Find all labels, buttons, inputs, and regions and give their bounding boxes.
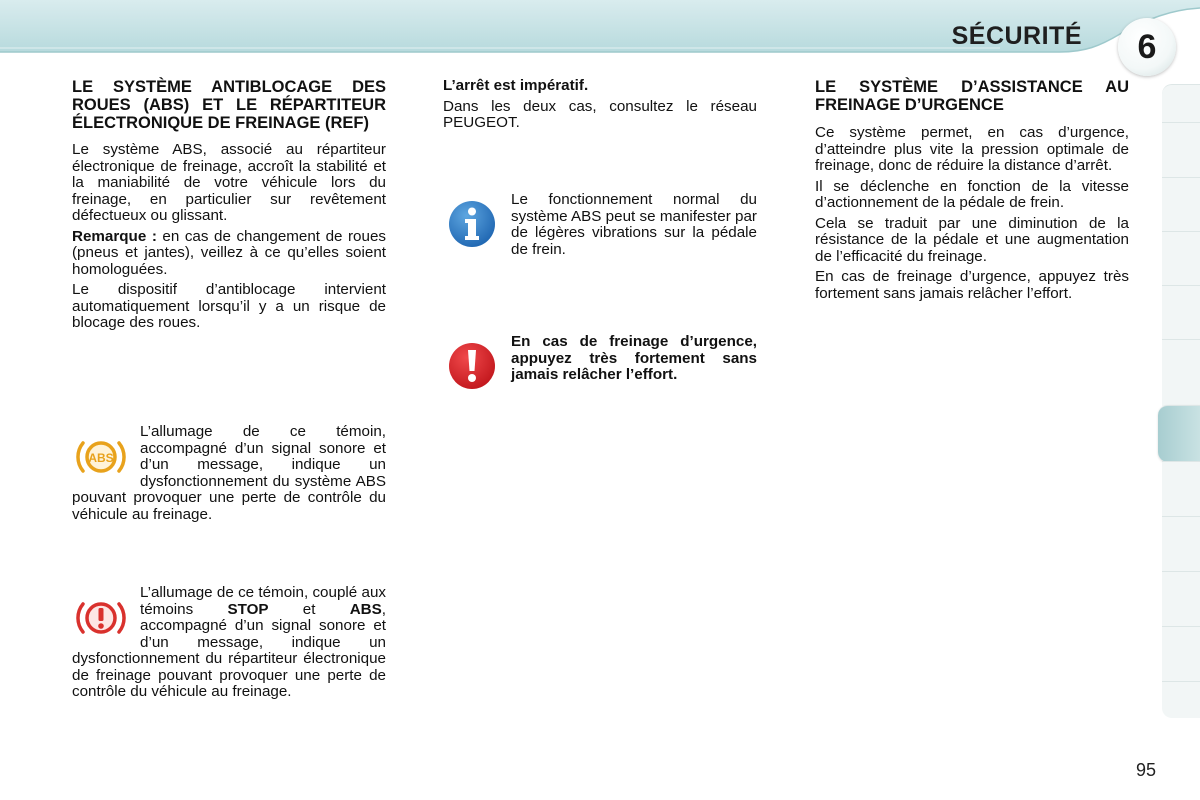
section-title: SÉCURITÉ bbox=[951, 22, 1082, 50]
warning-note-text: En cas de freinage d’urgence, appuyez très fortement sans jamais relâcher l’effort. bbox=[511, 333, 757, 383]
column-abs bbox=[72, 78, 386, 336]
abs-heading: LE SYSTÈME ANTIBLOCAGE DES ROUES (ABS) ET LE RÉPARTITEUR ÉLECTRONIQUE DE FREINAGE (REF) bbox=[72, 78, 386, 132]
abs-warning-text: L’allumage de ce témoin, accompagné d’un signal sonore et d’un message, indique un dysfonctionnement du système ABS pouvant provoquer une perte de contrôle du véhicule au freinage. bbox=[72, 423, 386, 523]
ref-warning-text-3: , accompagné d’un signal sonore et d’un message, indique un dysfonctionnement du répartiteur électronique de freinage pouvant provoquer une perte de contrôle du véhicule au freinage. bbox=[72, 600, 386, 700]
abs-paragraph-1: Le système ABS, associé au répartiteur électronique de freinage, accroît la stabilité et la maniabilité de votre véhicule lors du freinage, en particulier sur revêtement défectueux ou glissant. bbox=[72, 141, 386, 224]
page-header bbox=[0, 0, 1200, 66]
chapter-tab[interactable] bbox=[1162, 516, 1200, 572]
exclamation-icon bbox=[448, 342, 496, 395]
abs-label: ABS bbox=[349, 600, 382, 618]
consult-network: Dans les deux cas, consultez le réseau PEUGEOT. bbox=[443, 97, 757, 131]
abs-paragraph-3: Le dispositif d’antiblocage intervient automatiquement lorsqu’il y a un risque de blocage des roues. bbox=[72, 281, 386, 331]
page-number: 95 bbox=[1136, 760, 1157, 780]
stop-imperative: L’arrêt est impératif. bbox=[443, 77, 589, 94]
abs-warning-block bbox=[72, 424, 386, 523]
chapter-badge bbox=[1118, 18, 1176, 76]
ref-warning-block bbox=[72, 585, 386, 701]
chapter-tab[interactable] bbox=[1162, 461, 1200, 517]
stop-label: STOP bbox=[227, 600, 269, 618]
brake-assist-paragraph-4: En cas de freinage d’urgence, appuyez très fortement sans jamais relâcher l’effort. bbox=[815, 268, 1129, 302]
chapter-tabs bbox=[1158, 84, 1200, 720]
chapter-tab-active[interactable] bbox=[1158, 405, 1200, 462]
abs-warning-lamp-icon bbox=[72, 434, 134, 480]
brake-assist-paragraph-3: Cela se traduit par une diminution de la résistance de la pédale et une augmentation de l’efficacité du freinage. bbox=[815, 214, 1129, 265]
brake-warning-lamp-icon bbox=[72, 595, 134, 641]
info-note-text: Le fonctionnement normal du système ABS peut se manifester par de légères vibrations sur la pédale de frein. bbox=[511, 191, 757, 258]
chapter-tab[interactable] bbox=[1162, 84, 1200, 123]
chapter-tab[interactable] bbox=[1162, 571, 1200, 627]
chapter-tab[interactable] bbox=[1162, 339, 1200, 406]
info-icon bbox=[448, 200, 496, 253]
brake-assist-paragraph-1: Ce système permet, en cas d’urgence, d’atteindre plus vite la pression optimale de freinage, donc de réduire la distance d’arrêt. bbox=[815, 124, 1129, 174]
brake-assist-paragraph-2: Il se déclenche en fonction de la vitesse d’actionnement de la pédale de frein. bbox=[815, 177, 1129, 211]
remark-label: Remarque : bbox=[72, 227, 157, 245]
brake-assist-heading: LE SYSTÈME D’ASSISTANCE AU FREINAGE D’URGENCE bbox=[815, 78, 1129, 114]
ref-warning-text-1: L’allumage de ce témoin, couplé aux témoins bbox=[140, 584, 386, 618]
chapter-tab[interactable] bbox=[1162, 626, 1200, 682]
chapter-tab[interactable] bbox=[1162, 285, 1200, 340]
chapter-tab[interactable] bbox=[1162, 231, 1200, 286]
chapter-tab[interactable] bbox=[1162, 122, 1200, 178]
column-brake-assist bbox=[815, 78, 1129, 306]
remark-text: en cas de changement de roues (pneus et jantes), veillez à ce qu’elles soient homologuées. bbox=[72, 227, 386, 278]
chapter-number: 6 bbox=[1137, 27, 1157, 66]
chapter-tab[interactable] bbox=[1162, 177, 1200, 232]
ref-warning-text-2: et bbox=[268, 600, 350, 618]
svg-text:ABS: ABS bbox=[88, 451, 114, 465]
chapter-tab[interactable] bbox=[1162, 681, 1200, 718]
column-notes bbox=[443, 78, 757, 136]
abs-paragraph-remark bbox=[72, 229, 386, 279]
